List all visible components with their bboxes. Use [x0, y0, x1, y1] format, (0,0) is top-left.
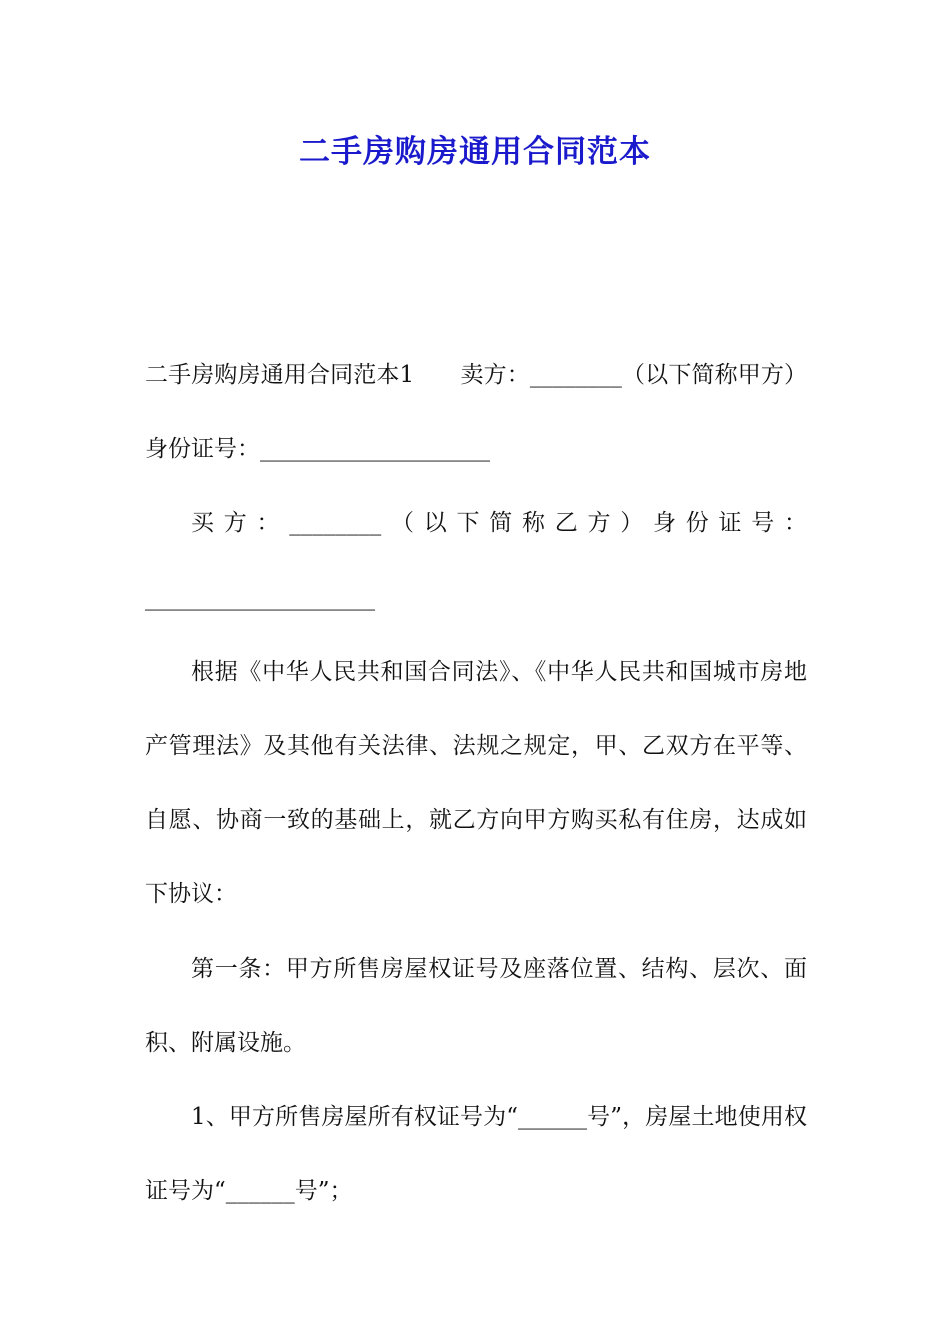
- paragraph-article-one: 第一条：甲方所售房屋权证号及座落位置、结构、层次、面积、附属设施。: [145, 955, 807, 1056]
- paragraph-clause-one: 1、甲方所售房屋所有权证号为“______号”，房屋土地使用权证号为“______号”；: [145, 1104, 807, 1205]
- paragraph-legal-basis: 根据《中华人民共和国合同法》、《中华人民共和国城市房地产管理法》及其他有关法律、法规之规定，甲、乙双方在平等、自愿、协商一致的基础上，就乙方向甲方购买私有住房，达成如下协议：: [145, 658, 807, 908]
- paragraph-seller-info: 二手房购房通用合同范本1 卖方：________（以下简称甲方）身份证号：____________________: [145, 362, 807, 463]
- paragraph-buyer-info: 买方：________（以下简称乙方）身份证号：____________________: [145, 510, 807, 611]
- document-title: 二手房购房通用合同范本: [299, 134, 651, 170]
- document-body: [145, 338, 807, 1228]
